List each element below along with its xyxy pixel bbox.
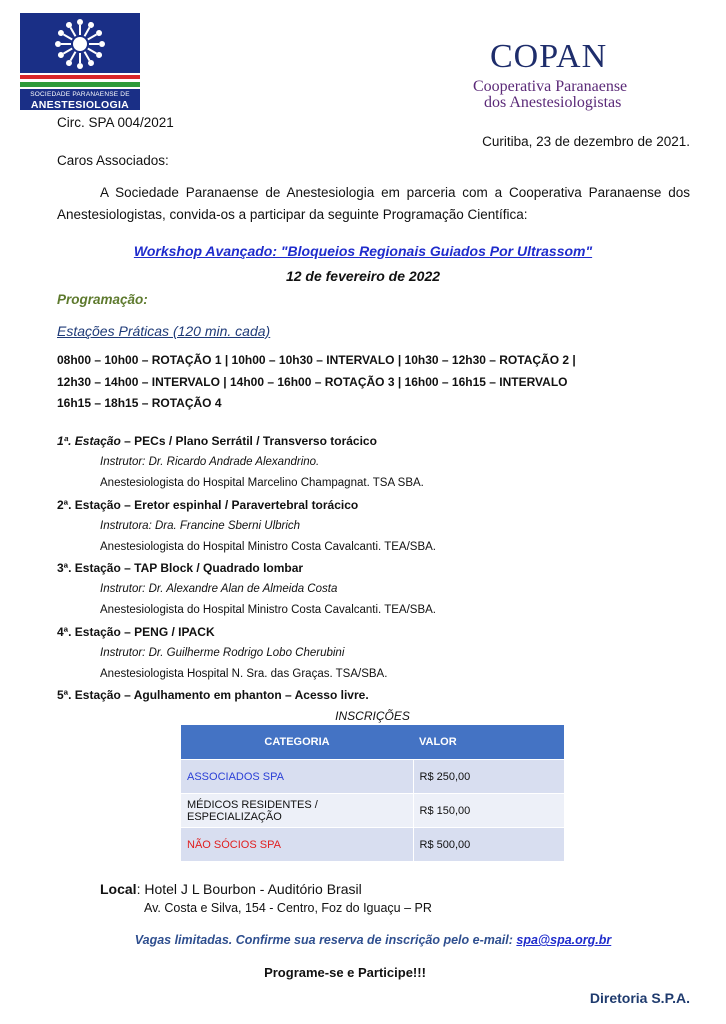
- intro-paragraph: A Sociedade Paranaense de Anestesiologia em parceria com a Cooperativa Paranaense dos Anestesiologistas, convida-os a participar da seguinte Programação Científica:: [57, 185, 690, 222]
- station-4-affiliation: Anestesiologista Hospital N. Sra. das Graças. TSA/SBA.: [100, 668, 388, 680]
- copan-logo: [470, 38, 670, 113]
- schedule-line-2: 12h30 – 14h00 – INTERVALO | 14h00 – 16h00 – ROTAÇÃO 3 | 16h00 – 16h15 – INTERVALO: [57, 375, 568, 389]
- circular-number: Circ. SPA 004/2021: [57, 115, 174, 130]
- schedule-line-3: 16h15 – 18h15 – ROTAÇÃO 4: [57, 396, 222, 410]
- category-cell: MÉDICOS RESIDENTES / ESPECIALIZAÇÃO: [181, 794, 413, 828]
- station-2-affiliation: Anestesiologista do Hospital Ministro Costa Cavalcanti. TEA/SBA.: [100, 541, 436, 553]
- station-4-instructor: Instrutor: Dr. Guilherme Rodrigo Lobo Cherubini: [100, 647, 345, 659]
- station-3-affiliation: Anestesiologista do Hospital Ministro Costa Cavalcanti. TEA/SBA.: [100, 604, 436, 616]
- letter-date: Curitiba, 23 de dezembro de 2021.: [482, 134, 690, 149]
- station-2-heading: 2ª. Estação – Eretor espinhal / Paravertebral torácico: [57, 498, 359, 512]
- location-address: Av. Costa e Silva, 154 - Centro, Foz do Iguaçu – PR: [144, 901, 432, 915]
- sunburst-icon: [53, 17, 107, 71]
- location-label: Local: [100, 881, 137, 897]
- location-line: [100, 881, 362, 897]
- station-3-instructor: Instrutor: Dr. Alexandre Alan de Almeida Costa: [100, 583, 338, 595]
- location-place: : Hotel J L Bourbon - Auditório Brasil: [136, 881, 362, 897]
- table-row: [181, 828, 564, 862]
- column-header-value: VALOR: [413, 725, 564, 760]
- station-4-heading: 4ª. Estação – PENG / IPACK: [57, 625, 215, 639]
- stations-label: Estações Práticas (120 min. cada): [57, 323, 271, 339]
- table-row: [181, 794, 564, 828]
- table-row: [181, 760, 564, 794]
- vagas-notice: Vagas limitadas. Confirme sua reserva de inscrição pelo e-mail: spa@spa.org.br: [134, 933, 612, 947]
- value-cell: R$ 500,00: [413, 828, 564, 862]
- event-date: 12 de fevereiro de 2022: [285, 268, 441, 284]
- copan-wordmark: COPAN: [490, 38, 608, 75]
- copan-subtitle-2: dos Anestesiologistas: [484, 94, 622, 111]
- value-cell: R$ 250,00: [413, 760, 564, 794]
- schedule-line-1: 08h00 – 10h00 – ROTAÇÃO 1 | 10h00 – 10h30 – INTERVALO | 10h30 – 12h30 – ROTAÇÃO 2 |: [57, 353, 576, 367]
- signature: Diretoria S.P.A.: [589, 990, 690, 1006]
- station-5-heading: 5ª. Estação – Agulhamento em phanton – Acesso livre.: [57, 688, 369, 702]
- category-cell: NÃO SÓCIOS SPA: [181, 828, 413, 862]
- email-link[interactable]: spa@spa.org.br: [516, 933, 612, 947]
- event-title: Workshop Avançado: "Bloqueios Regionais Guiados Por Ultrassom": [133, 243, 593, 259]
- greeting: Caros Associados:: [57, 153, 169, 168]
- program-label: Programação:: [57, 292, 148, 307]
- registration-title: INSCRIÇÕES: [335, 709, 410, 723]
- station-1-affiliation: Anestesiologista do Hospital Marcelino Champagnat. TSA SBA.: [100, 477, 424, 489]
- category-cell: ASSOCIADOS SPA: [181, 760, 413, 794]
- station-2-instructor: Instrutora: Dra. Francine Sberni Ulbrich: [100, 520, 301, 532]
- table-header-row: [181, 725, 564, 760]
- station-1-heading: 1ª. Estação – PECs / Plano Serrátil / Transverso torácico: [57, 434, 377, 448]
- column-header-category: CATEGORIA: [181, 725, 413, 760]
- registration-table: [181, 725, 564, 861]
- station-3-heading: 3ª. Estação – TAP Block / Quadrado lombar: [57, 561, 304, 575]
- spa-logo-line1: SOCIEDADE PARANAENSE DE: [30, 91, 130, 98]
- spa-logo: [20, 13, 140, 110]
- spa-logo-line2: ANESTESIOLOGIA: [30, 99, 130, 111]
- value-cell: R$ 150,00: [413, 794, 564, 828]
- station-1-instructor: Instrutor: Dr. Ricardo Andrade Alexandrino.: [100, 456, 320, 468]
- call-to-action: Programe-se e Participe!!!: [264, 965, 426, 980]
- copan-subtitle-1: Cooperativa Paranaense: [473, 78, 628, 95]
